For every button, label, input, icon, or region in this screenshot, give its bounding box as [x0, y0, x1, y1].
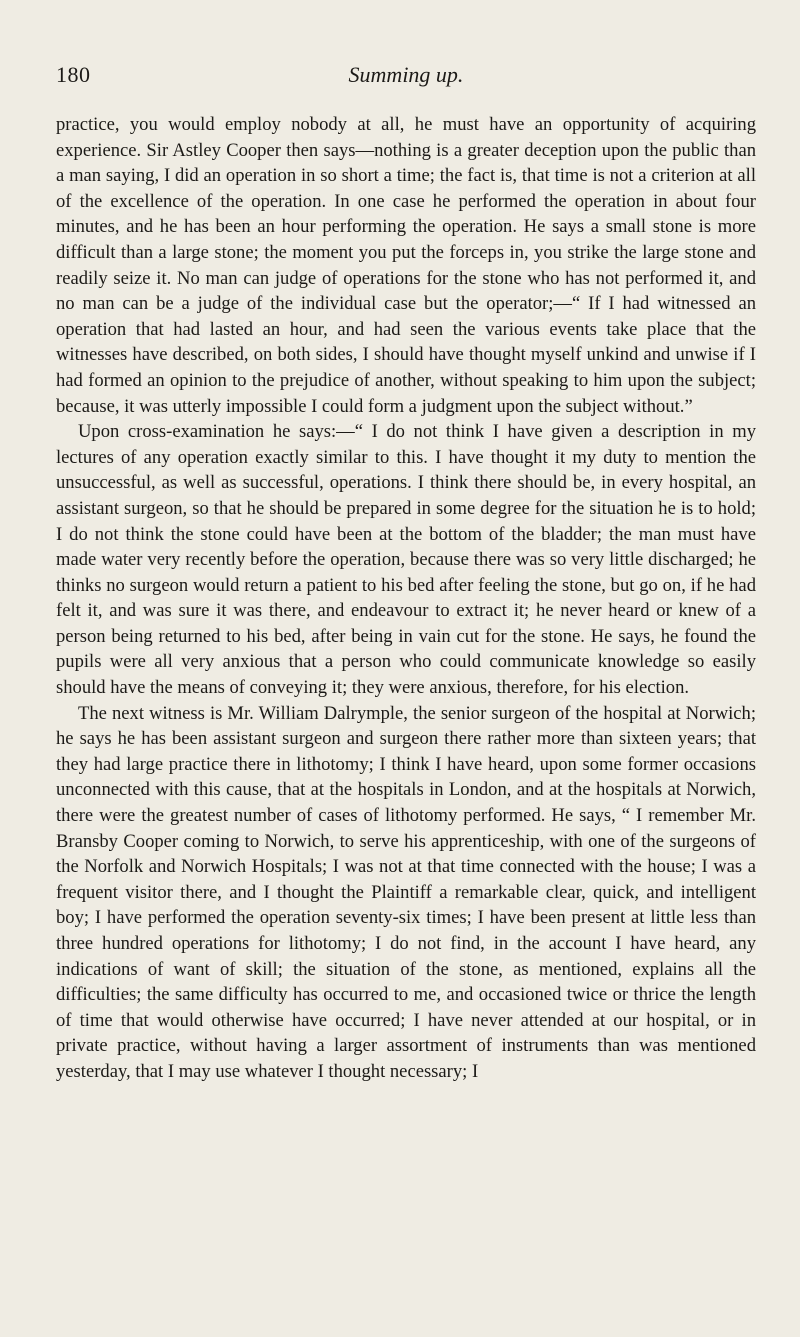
body-text — [56, 112, 756, 1085]
paragraph-cross-examination: Upon cross-examination he says:—“ I do not think I have given a description in my lectures of any operation exactly similar to this. I have thought it my duty to mention the unsuccessful, as well as successful, operations. I think there should be, in every hospital, an assistant surgeon, so that he should be prepared in some degree for the situation he is to hold; I do not think the stone could have been at the bottom of the bladder; the man must have made water very recently before the operation, because there was so very little discharged; he thinks no surgeon would return a patient to his bed after feeling the stone, but go on, if he had felt it, and was sure it was there, and endeavour to extract it; he never heard or knew of a person being returned to his bed, after being in vain cut for the stone. He says, he found the pupils were all very anxious that a person who could communicate knowledge so easily should have the means of conveying it; they were anxious, therefore, for his election. — [56, 421, 756, 699]
page-number: 180 — [56, 62, 91, 87]
paragraph-dalrymple-testimony: The next witness is Mr. William Dalrymple, the senior surgeon of the hospital at Norwich; he says he has been assistant surgeon and surgeon there rather more than sixteen years; that they had large practice there in lithotomy; I think I have heard, upon some former occasions unconnected with this cause, that at the hospitals in London, and at the hospitals at Norwich, there were the greatest number of cases of lithotomy performed. He says, “ I remember Mr. Bransby Cooper coming to Norwich, to serve his apprenticeship, with one of the surgeons of the Norfolk and Norwich Hospitals; I was not at that time connected with the house; I was a frequent visitor there, and I thought the Plaintiff a remarkable clear, quick, and intelligent boy; I have performed the operation seventy-six times; I have been present at little less than three hundred operations for lithotomy; I do not find, in the account I have heard, any indications of want of skill; the situation of the stone, as mentioned, explains all the difficulties; the same difficulty has occurred to me, and occasioned twice or thrice the length of time that would otherwise have occurred; I have never attended at our hospital, or in private practice, without having a larger assortment of instruments than was mentioned yesterday, that I may use whatever I thought necessary; I — [56, 702, 756, 1082]
running-title: Summing up. — [348, 62, 464, 87]
paragraph-continued: practice, you would employ nobody at all, he must have an opportunity of acquiring experience. Sir Astley Cooper then says—nothing is a greater deception upon the public than a man saying, I did an operation in so short a time; the fact is, that time is not a criterion at all of the excellence of the operation. In one case he performed the operation in about four minutes, and he has been an hour performing the operation. He says a small stone is more difficult than a large stone; the moment you put the forceps in, you strike the large stone and readily seize it. No man can judge of operations for the stone who has not performed it, and no man can be a judge of the individual case but the operator;—“ If I had witnessed an operation that had lasted an hour, and had seen the various events take place that the witnesses have described, on both sides, I should have thought myself unkind and unwise if I had formed an opinion to the prejudice of another, without speaking to him upon the subject; because, it was utterly impossible I could form a judgment upon the subject without.” — [56, 114, 756, 417]
running-head — [56, 62, 756, 102]
